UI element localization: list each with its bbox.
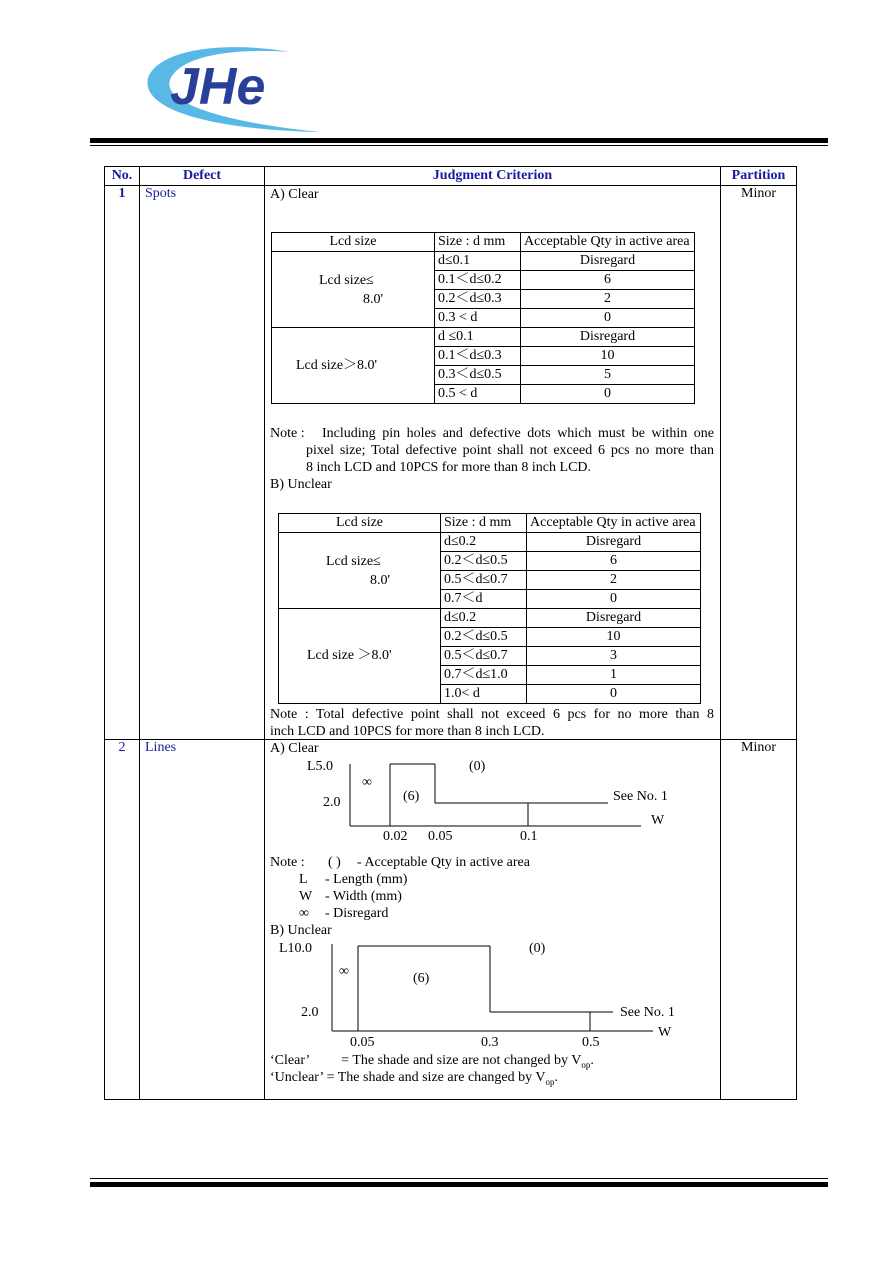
- legend-note: Note :: [270, 855, 305, 870]
- graph-label: 2.0: [301, 1005, 319, 1020]
- defect-criteria-table: [104, 166, 797, 1100]
- def-term: ‘Unclear’: [270, 1070, 324, 1085]
- header-criterion: Judgment Criterion: [265, 167, 721, 186]
- qty-cell: 6: [521, 271, 695, 290]
- size-cell: 0.7＜d: [441, 590, 527, 609]
- graph-label: (6): [403, 789, 420, 804]
- graph-label: L5.0: [307, 759, 334, 774]
- header-partition: Partition: [721, 167, 797, 186]
- footer-rule-thin: [90, 1178, 828, 1179]
- size-cell: 0.3 < d: [435, 309, 521, 328]
- company-logo: [140, 40, 330, 140]
- row-defect: Spots: [140, 186, 265, 740]
- graph-label: (6): [413, 971, 430, 986]
- size-cell: 1.0< d: [441, 685, 527, 704]
- qty-cell: 5: [521, 366, 695, 385]
- row-no: 1: [105, 186, 140, 740]
- definition-unclear: ‘Unclear’ = The shade and size are changed by $V_{op}$.: [270, 1070, 558, 1087]
- lines-clear-graph: [265, 740, 721, 840]
- note-line: 8 inch LCD and 10PCS for more than 8 inch LCD.: [306, 460, 592, 475]
- note-line: Note : Total defective point shall not exceed 6 pcs for no more than 8: [270, 707, 714, 722]
- legend-value: - Length (mm): [325, 872, 408, 887]
- header-defect: Defect: [140, 167, 265, 186]
- qty-cell: 6: [527, 552, 701, 571]
- def-subscript: op: [545, 1076, 555, 1087]
- legend-key: L: [299, 872, 308, 887]
- size-cell: d≤0.2: [441, 533, 527, 552]
- graph-label: (0): [529, 941, 546, 956]
- group-label: [279, 533, 441, 609]
- unclear-heading: B) Unclear: [270, 923, 332, 938]
- size-cell: d≤0.2: [441, 609, 527, 628]
- graph-label: L10.0: [279, 941, 313, 956]
- size-cell: 0.2＜d≤0.5: [441, 552, 527, 571]
- graph-label: ∞: [339, 964, 349, 979]
- definition-clear: ‘Clear’ = The shade and size are not changed by $V_{op}$.: [270, 1053, 594, 1070]
- group-label-line: Lcd size≤: [326, 553, 381, 569]
- graph-label: 0.5: [582, 1035, 600, 1046]
- size-cell: 0.2＜d≤0.3: [435, 290, 521, 309]
- graph-label: 2.0: [323, 795, 341, 810]
- graph-label: 0.05: [350, 1035, 375, 1046]
- qty-cell: 3: [527, 647, 701, 666]
- col-header: Size : d mm: [441, 514, 527, 533]
- qty-cell: Disregard: [521, 328, 695, 347]
- size-cell: 0.5＜d≤0.7: [441, 647, 527, 666]
- footer-rule: [90, 1182, 828, 1187]
- qty-cell: 0: [521, 309, 695, 328]
- clear-heading: A) Clear: [270, 187, 319, 202]
- col-header: Size : d mm: [435, 233, 521, 252]
- qty-cell: 10: [521, 347, 695, 366]
- graph-label: 0.1: [520, 829, 538, 840]
- spots-unclear-table: [278, 513, 701, 704]
- graph-label: See No. 1: [620, 1005, 675, 1020]
- group-label-line: 8.0': [370, 572, 391, 588]
- row-no: 2: [105, 740, 140, 1100]
- col-header: Lcd size: [279, 514, 441, 533]
- col-header: Acceptable Qty in active area: [527, 514, 701, 533]
- group-label-line: 8.0': [363, 291, 384, 307]
- legend-value: - Disregard: [325, 906, 389, 921]
- def-term: ‘Clear’: [270, 1053, 311, 1068]
- note-line: Including pin holes and defective dots which must be within one: [322, 426, 714, 441]
- size-cell: 0.1＜d≤0.3: [435, 347, 521, 366]
- logo-text: JHe: [170, 58, 266, 116]
- def-subscript: op: [581, 1059, 591, 1070]
- group-label-line: Lcd size≤: [319, 272, 374, 288]
- criterion-lines: [265, 740, 721, 1100]
- size-cell: d ≤0.1: [435, 328, 521, 347]
- group-label: Lcd size ＞8.0': [279, 609, 441, 704]
- note-label: Note :: [270, 426, 305, 441]
- size-cell: d≤0.1: [435, 252, 521, 271]
- graph-label: W: [651, 813, 665, 828]
- qty-cell: 0: [527, 685, 701, 704]
- def-text: = The shade and size are not changed by V: [341, 1053, 582, 1068]
- size-cell: 0.5＜d≤0.7: [441, 571, 527, 590]
- header-rule-thin: [90, 145, 828, 146]
- legend-value: - Acceptable Qty in active area: [357, 855, 530, 870]
- header-no: No.: [105, 167, 140, 186]
- legend-key: ( ): [328, 855, 341, 870]
- graph-label: 0.02: [383, 829, 408, 840]
- size-cell: 0.1＜d≤0.2: [435, 271, 521, 290]
- group-label: [272, 252, 435, 328]
- qty-cell: 1: [527, 666, 701, 685]
- graph-label: W: [658, 1025, 672, 1040]
- graph-label: (0): [469, 759, 486, 774]
- legend-key: ∞: [299, 906, 309, 921]
- size-cell: 0.7＜d≤1.0: [441, 666, 527, 685]
- header-rule: [90, 138, 828, 143]
- qty-cell: 10: [527, 628, 701, 647]
- note-line: pixel size; Total defective point shall not exceed 6 pcs no more than: [306, 443, 714, 458]
- lines-unclear-graph: [265, 936, 721, 1046]
- clear-heading: A) Clear: [270, 741, 319, 756]
- graph-label: 0.05: [428, 829, 453, 840]
- row-defect: Lines: [140, 740, 265, 1100]
- graph-label: See No. 1: [613, 789, 668, 804]
- spots-clear-table: [271, 232, 695, 404]
- qty-cell: Disregard: [527, 609, 701, 628]
- graph-label: ∞: [362, 775, 372, 790]
- qty-cell: 0: [527, 590, 701, 609]
- size-cell: 0.2＜d≤0.5: [441, 628, 527, 647]
- criterion-spots: [265, 186, 721, 740]
- note-line: inch LCD and 10PCS for more than 8 inch LCD.: [270, 724, 545, 739]
- legend-value: - Width (mm): [325, 889, 402, 904]
- col-header: Lcd size: [272, 233, 435, 252]
- qty-cell: Disregard: [527, 533, 701, 552]
- row-partition: Minor: [721, 186, 797, 740]
- size-cell: 0.5 < d: [435, 385, 521, 404]
- unclear-heading: B) Unclear: [270, 477, 332, 492]
- qty-cell: 0: [521, 385, 695, 404]
- qty-cell: Disregard: [521, 252, 695, 271]
- group-label: Lcd size＞8.0': [272, 328, 435, 404]
- def-text: = The shade and size are changed by V: [323, 1070, 546, 1085]
- legend-key: W: [299, 889, 313, 904]
- qty-cell: 2: [527, 571, 701, 590]
- row-partition: Minor: [721, 740, 797, 1100]
- size-cell: 0.3＜d≤0.5: [435, 366, 521, 385]
- col-header: Acceptable Qty in active area: [521, 233, 695, 252]
- graph-label: 0.3: [481, 1035, 499, 1046]
- qty-cell: 2: [521, 290, 695, 309]
